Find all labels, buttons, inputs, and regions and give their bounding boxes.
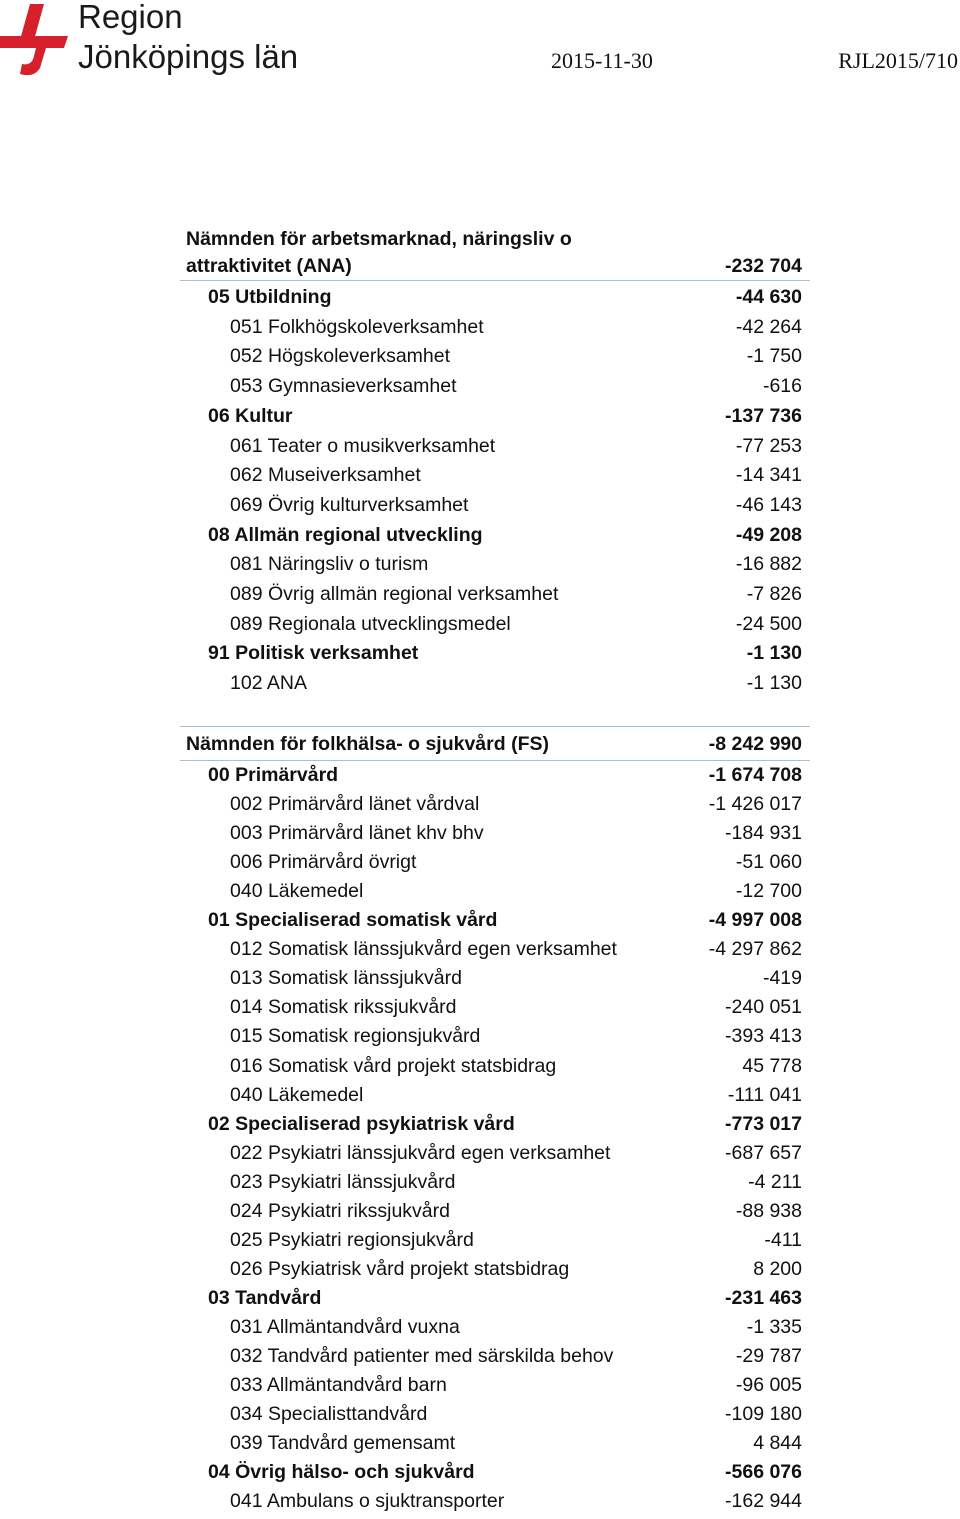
table-row <box>180 964 810 993</box>
row-value: -44 630 <box>735 286 802 308</box>
table-row <box>180 1342 810 1371</box>
table-row <box>180 1139 810 1168</box>
row-label: 08 Allmän regional utveckling <box>208 523 483 546</box>
row-label: 032 Tandvård patienter med särskilda behov <box>230 1345 614 1367</box>
table-row <box>180 580 810 609</box>
row-label: 033 Allmäntandvård barn <box>230 1374 447 1397</box>
row-label: 00 Primärvård <box>208 764 339 786</box>
row-value: -162 944 <box>725 1490 802 1513</box>
table-row <box>180 1487 810 1516</box>
row-label: 022 Psykiatri länssjukvård egen verksamhet <box>230 1141 611 1164</box>
table-row <box>180 342 810 371</box>
table-row <box>180 521 810 550</box>
org-name-line2: Jönköpings län <box>78 38 299 75</box>
row-label: 026 Psykiatrisk vård projekt statsbidrag <box>230 1257 570 1280</box>
row-label: 081 Näringsliv o turism <box>230 553 429 576</box>
table-row <box>180 1400 810 1429</box>
ana-title-line1: Nämnden för arbetsmarknad, näringsliv o <box>186 228 572 250</box>
row-value: -14 341 <box>735 464 802 487</box>
row-value: -1 130 <box>746 642 802 665</box>
table-row <box>180 1052 810 1081</box>
row-label: 91 Politisk verksamhet <box>208 642 419 665</box>
table-row <box>180 761 810 790</box>
row-value: -1 750 <box>746 345 802 368</box>
region-logo <box>0 0 310 80</box>
row-value: -77 253 <box>735 434 802 457</box>
table-row <box>180 1429 810 1458</box>
row-value: -4 297 862 <box>708 938 802 961</box>
row-label: 003 Primärvård länet khv bhv <box>230 822 484 845</box>
ana-title-line2: attraktivitet (ANA) <box>186 255 352 277</box>
table-row <box>180 491 810 520</box>
document-date: 2015-11-30 <box>551 48 653 73</box>
table-row <box>180 1313 810 1342</box>
row-label: 024 Psykiatri rikssjukvård <box>230 1199 450 1222</box>
row-label: 051 Folkhögskoleverksamhet <box>230 315 484 338</box>
row-label: 03 Tandvård <box>208 1286 322 1309</box>
row-value: -96 005 <box>735 1374 802 1397</box>
row-value: -4 211 <box>748 1170 802 1193</box>
row-value: -773 017 <box>725 1112 802 1135</box>
table-row <box>180 313 810 342</box>
row-value: -49 208 <box>735 523 802 546</box>
row-label: 102 ANA <box>230 672 307 695</box>
row-label: 04 Övrig hälso- och sjukvård <box>208 1461 475 1484</box>
fs-title: Nämnden för folkhälsa- o sjukvård (FS) <box>186 733 549 755</box>
row-value: -231 463 <box>725 1286 802 1309</box>
row-value: -24 500 <box>735 612 802 635</box>
fs-total-value: -8 242 990 <box>708 733 802 755</box>
row-value: -240 051 <box>725 996 802 1019</box>
table-row <box>180 1371 810 1400</box>
row-label: 041 Ambulans o sjuktransporter <box>230 1490 505 1513</box>
table-row <box>180 283 810 312</box>
row-value: -1 130 <box>746 672 802 695</box>
row-label: 089 Övrig allmän regional verksamhet <box>230 583 559 605</box>
row-label: 01 Specialiserad somatisk vård <box>208 909 498 932</box>
table-row <box>180 461 810 490</box>
table-row <box>180 993 810 1022</box>
row-label: 061 Teater o musikverksamhet <box>230 434 496 457</box>
ana-header-rule <box>180 280 810 281</box>
table-row <box>180 639 810 668</box>
org-name-line1: Region <box>78 0 183 35</box>
row-label: 014 Somatisk rikssjukvård <box>230 996 457 1019</box>
row-value: -12 700 <box>735 880 802 903</box>
row-value: -616 <box>762 375 802 398</box>
row-value: -29 787 <box>735 1345 802 1367</box>
row-value: -42 264 <box>735 315 802 338</box>
row-label: 040 Läkemedel <box>230 1083 364 1106</box>
row-label: 015 Somatisk regionsjukvård <box>230 1025 481 1048</box>
fs-top-rule <box>180 726 810 727</box>
row-value: -88 938 <box>735 1199 802 1222</box>
region-logo-mark <box>0 0 80 80</box>
row-value: 45 778 <box>742 1054 802 1077</box>
row-value: -109 180 <box>725 1403 802 1426</box>
row-label: 052 Högskoleverksamhet <box>230 345 451 368</box>
row-label: 013 Somatisk länssjukvård <box>230 967 462 990</box>
row-label: 034 Specialisttandvård <box>230 1403 428 1426</box>
row-value: -393 413 <box>725 1025 802 1048</box>
row-label: 040 Läkemedel <box>230 880 364 903</box>
row-label: 02 Specialiserad psykiatrisk vård <box>208 1112 515 1135</box>
table-row <box>180 1081 810 1110</box>
table-row <box>180 1168 810 1197</box>
row-value: -184 931 <box>725 822 802 845</box>
row-value: 4 844 <box>753 1432 802 1455</box>
row-value: -16 882 <box>735 553 802 576</box>
table-row <box>180 372 810 401</box>
row-value: -1 674 708 <box>708 764 802 786</box>
row-value: 8 200 <box>753 1257 802 1280</box>
ana-total-value: -232 704 <box>725 255 802 277</box>
row-label: 039 Tandvård gemensamt <box>230 1432 456 1455</box>
row-label: 002 Primärvård länet vårdval <box>230 793 480 816</box>
table-row <box>180 1110 810 1139</box>
row-label: 023 Psykiatri länssjukvård <box>230 1170 456 1193</box>
row-value: -687 657 <box>725 1141 802 1164</box>
table-row <box>180 402 810 431</box>
table-row <box>180 669 810 698</box>
table-row <box>180 790 810 819</box>
table-row <box>180 819 810 848</box>
table-row <box>180 848 810 877</box>
table-row <box>180 877 810 906</box>
row-value: -4 997 008 <box>708 909 802 932</box>
row-value: -411 <box>764 1228 802 1251</box>
row-label: 025 Psykiatri regionsjukvård <box>230 1228 474 1251</box>
table-row <box>180 1022 810 1051</box>
table-row <box>180 1284 810 1313</box>
row-label: 053 Gymnasieverksamhet <box>230 375 457 398</box>
row-label: 069 Övrig kulturverksamhet <box>230 493 469 516</box>
row-label: 062 Museiverksamhet <box>230 464 421 487</box>
ana-total-row <box>180 252 810 281</box>
row-value: -51 060 <box>735 851 802 874</box>
row-value: -46 143 <box>735 493 802 516</box>
table-row <box>180 432 810 461</box>
row-value: -7 826 <box>746 583 802 605</box>
row-label: 031 Allmäntandvård vuxna <box>230 1315 460 1338</box>
row-label: 006 Primärvård övrigt <box>230 851 417 874</box>
row-label: 012 Somatisk länssjukvård egen verksamhet <box>230 938 617 961</box>
fs-total-row <box>180 730 810 759</box>
table-row <box>180 906 810 935</box>
table-row <box>180 610 810 639</box>
row-value: -1 426 017 <box>708 793 802 816</box>
row-label: 089 Regionala utvecklingsmedel <box>230 612 511 635</box>
row-label: 06 Kultur <box>208 404 293 427</box>
document-reference: RJL2015/710 <box>838 48 958 73</box>
row-value: -566 076 <box>725 1461 802 1484</box>
table-row <box>180 550 810 579</box>
row-value: -1 335 <box>746 1315 802 1338</box>
table-row <box>180 1458 810 1487</box>
row-value: -137 736 <box>725 404 802 427</box>
row-value: -419 <box>762 967 802 990</box>
table-row <box>180 1197 810 1226</box>
table-row <box>180 935 810 964</box>
table-row <box>180 1255 810 1284</box>
table-row <box>180 1226 810 1255</box>
row-label: 016 Somatisk vård projekt statsbidrag <box>230 1054 557 1077</box>
row-value: -111 041 <box>727 1083 802 1106</box>
row-label: 05 Utbildning <box>208 286 332 308</box>
